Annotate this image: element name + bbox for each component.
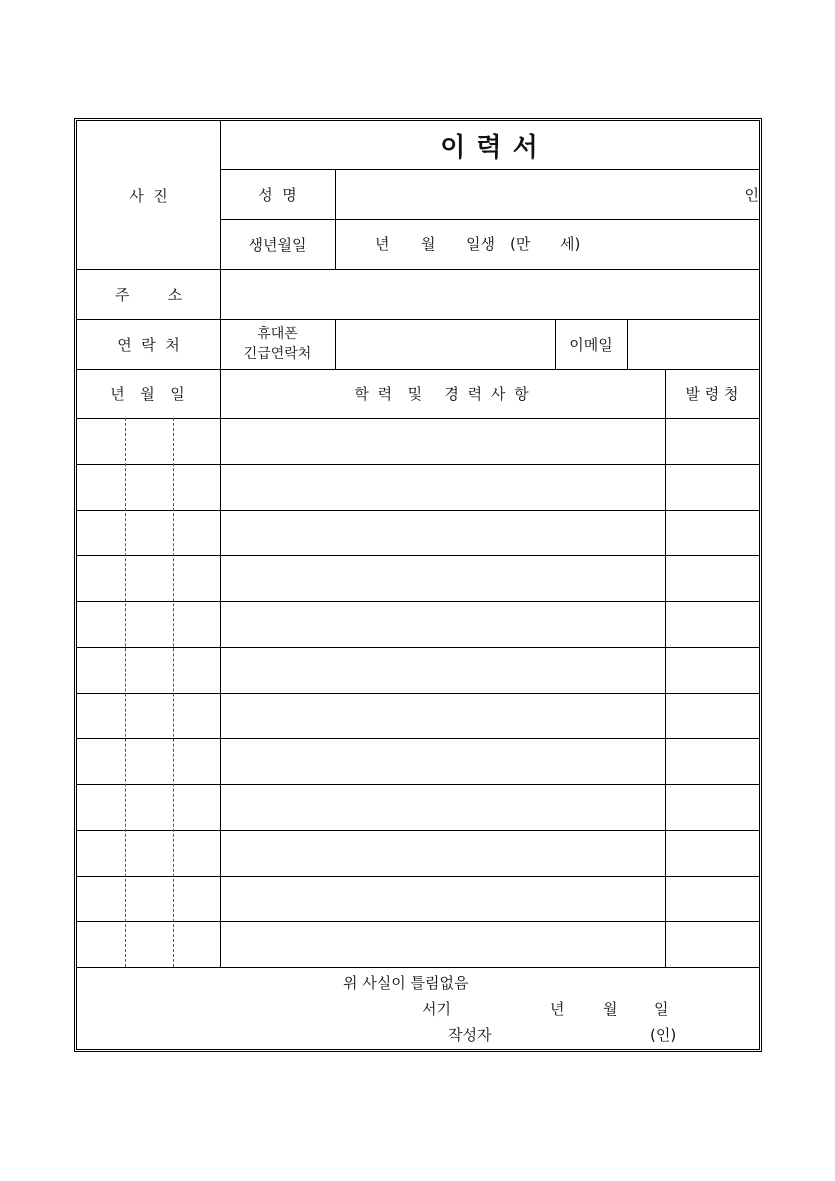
history-issuer-cell[interactable] (665, 784, 759, 830)
photo-box[interactable] (77, 121, 220, 269)
history-year-cell[interactable] (77, 464, 125, 510)
history-year-cell[interactable] (77, 418, 125, 464)
history-content-cell[interactable] (220, 647, 665, 693)
birth-day-unit: 일생 (466, 235, 495, 253)
history-year-cell[interactable] (77, 921, 125, 967)
footer-day-unit: 일 (654, 1000, 669, 1018)
birth-field[interactable] (335, 219, 759, 269)
footer-signature (77, 967, 759, 1049)
address-field[interactable] (220, 269, 759, 319)
history-month-cell[interactable] (125, 464, 173, 510)
history-issuer-cell[interactable] (665, 830, 759, 876)
history-year-cell[interactable] (77, 601, 125, 647)
author-label: 작성자 (448, 1026, 492, 1044)
age-close: 세) (560, 235, 581, 253)
history-issuer-cell[interactable] (665, 693, 759, 739)
history-issuer-cell[interactable] (665, 464, 759, 510)
history-issuer-header: 발 령 청 (685, 385, 739, 403)
history-day-cell[interactable] (173, 510, 220, 556)
birth-month-unit: 월 (421, 235, 436, 253)
history-day-cell[interactable] (173, 693, 220, 739)
history-month-cell[interactable] (125, 876, 173, 922)
history-content-cell[interactable] (220, 784, 665, 830)
address-label: 주 소 (114, 285, 183, 304)
birth-year-unit: 년 (375, 235, 390, 253)
history-day-cell[interactable] (173, 555, 220, 601)
photo-label: 사 진 (129, 186, 168, 205)
history-issuer-cell[interactable] (665, 876, 759, 922)
history-issuer-cell[interactable] (665, 647, 759, 693)
history-month-cell[interactable] (125, 784, 173, 830)
footer-month-unit: 월 (603, 1000, 618, 1018)
history-day-cell[interactable] (173, 876, 220, 922)
author-seal: (인) (650, 1026, 677, 1044)
history-content-cell[interactable] (220, 510, 665, 556)
history-month-cell[interactable] (125, 418, 173, 464)
history-issuer-cell[interactable] (665, 601, 759, 647)
history-content-cell[interactable] (220, 921, 665, 967)
history-month-cell[interactable] (125, 510, 173, 556)
history-content-cell[interactable] (220, 464, 665, 510)
seal-mark: 인 (744, 185, 759, 204)
history-day-cell[interactable] (173, 784, 220, 830)
history-day-cell[interactable] (173, 647, 220, 693)
name-label: 성 명 (258, 185, 297, 204)
history-day-cell[interactable] (173, 464, 220, 510)
history-year-cell[interactable] (77, 647, 125, 693)
history-year-cell[interactable] (77, 510, 125, 556)
history-day-cell[interactable] (173, 601, 220, 647)
history-month-cell[interactable] (125, 647, 173, 693)
birth-label: 생년월일 (248, 235, 307, 254)
history-day-cell[interactable] (173, 830, 220, 876)
history-month-cell[interactable] (125, 555, 173, 601)
history-month-cell[interactable] (125, 601, 173, 647)
history-month-cell[interactable] (125, 830, 173, 876)
email-label: 이메일 (569, 335, 613, 354)
phone-field[interactable] (335, 319, 555, 369)
history-content-cell[interactable] (220, 830, 665, 876)
emergency-contact-label: 긴급연락처 (243, 346, 312, 362)
history-content-cell[interactable] (220, 738, 665, 784)
history-year-cell[interactable] (77, 830, 125, 876)
contact-label: 연 락 처 (117, 335, 180, 354)
history-year-cell[interactable] (77, 738, 125, 784)
history-issuer-cell[interactable] (665, 555, 759, 601)
history-day-cell[interactable] (173, 921, 220, 967)
history-day-cell[interactable] (173, 418, 220, 464)
document-title: 이 력 서 (440, 132, 539, 163)
history-year-cell[interactable] (77, 784, 125, 830)
mobile-label: 휴대폰 (257, 326, 298, 342)
history-content-cell[interactable] (220, 876, 665, 922)
history-issuer-cell[interactable] (665, 738, 759, 784)
history-date-header: 년 월 일 (110, 385, 187, 403)
history-content-cell[interactable] (220, 601, 665, 647)
history-month-cell[interactable] (125, 693, 173, 739)
name-field[interactable] (335, 169, 785, 219)
resume-form (74, 118, 762, 1052)
phone-labels (220, 319, 335, 369)
history-content-header: 학 력 및 경 력 사 항 (354, 385, 531, 403)
history-issuer-cell[interactable] (665, 418, 759, 464)
date-prefix: 서기 (422, 1000, 451, 1018)
history-year-cell[interactable] (77, 693, 125, 739)
history-content-cell[interactable] (220, 418, 665, 464)
history-year-cell[interactable] (77, 555, 125, 601)
history-year-cell[interactable] (77, 876, 125, 922)
footer-year-unit: 년 (550, 1000, 565, 1018)
history-issuer-cell[interactable] (665, 921, 759, 967)
history-month-cell[interactable] (125, 921, 173, 967)
email-field[interactable] (627, 319, 759, 369)
history-issuer-cell[interactable] (665, 510, 759, 556)
age-open: (만 (510, 235, 531, 253)
history-content-cell[interactable] (220, 555, 665, 601)
history-content-cell[interactable] (220, 693, 665, 739)
statement: 위 사실이 틀림없음 (343, 974, 469, 992)
history-day-cell[interactable] (173, 738, 220, 784)
history-month-cell[interactable] (125, 738, 173, 784)
